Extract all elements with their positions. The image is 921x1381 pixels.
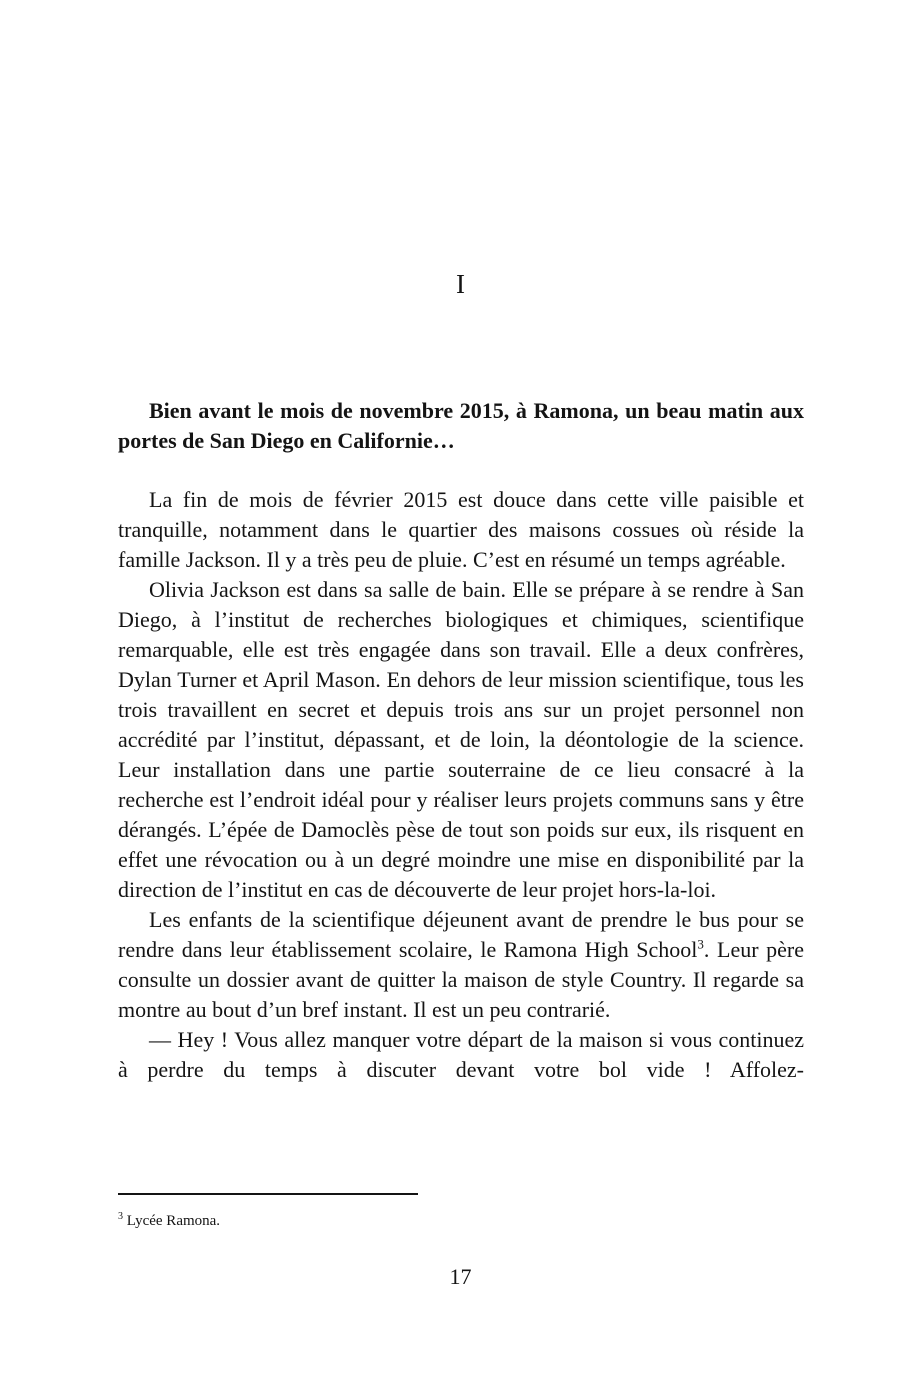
paragraph-3: [118, 905, 804, 1025]
footnote-divider: [118, 1193, 418, 1195]
chapter-number: I: [456, 269, 465, 299]
paragraph-2: Olivia Jackson est dans sa salle de bain. Elle se prépare à se rendre à San Diego, à l’institut de recherches biologiques et chimiques, scientifique remarquable, elle est très engagée dans son travail. Elle a deux confrères, Dylan Turner et April Mason. En dehors de leur mission scientifique, tous les trois travaillent en secret et depuis trois ans sur un projet personnel non accrédité par l’institut, dépassant, et de loin, la déontologie de la science. Leur installation dans une partie souterraine de ce lieu consacré à la recherche est l’endroit idéal pour y réaliser leurs projets communs sans y être dérangés. L’épée de Damoclès pèse de tout son poids sur eux, ils risquent en effet une révocation ou à un degré moindre une mise en disponibilité par la direction de l’institut en cas de découverte de leur projet hors-la-loi.: [118, 577, 804, 902]
chapter-heading: Bien avant le mois de novembre 2015, à Ramona, un beau matin aux portes de San Diego en Californie…: [118, 398, 804, 453]
footnote: [118, 1210, 804, 1232]
paragraph-3-text-end: . Leur père consulte un dossier avant de quitter la maison de style Country. Il regarde sa montre au bout d’un bref instant. Il est un peu contrarié.: [118, 937, 804, 1022]
footnote-text: Lycée Ramona.: [126, 1213, 221, 1229]
footnote-reference: 3: [697, 936, 704, 952]
paragraph-1: La fin de mois de février 2015 est douce dans cette ville paisible et tranquille, notamment dans le quartier des maisons cossues où réside la famille Jackson. Il y a très peu de pluie. C’est en résumé un temps agréable.: [118, 487, 804, 572]
body-text: [118, 485, 804, 1085]
paragraph-4: — Hey ! Vous allez manquer votre départ de la maison si vous continuez à perdre du temps à discuter devant votre bol vide ! Affolez-: [118, 1027, 804, 1082]
paragraph-3-text-start: Les enfants de la scientifique déjeunent avant de prendre le bus pour se rendre dans leur établissement scolaire, le Ramona High School: [118, 907, 804, 962]
footnote-marker: 3: [118, 1211, 123, 1222]
page-number: 17: [449, 1264, 472, 1289]
